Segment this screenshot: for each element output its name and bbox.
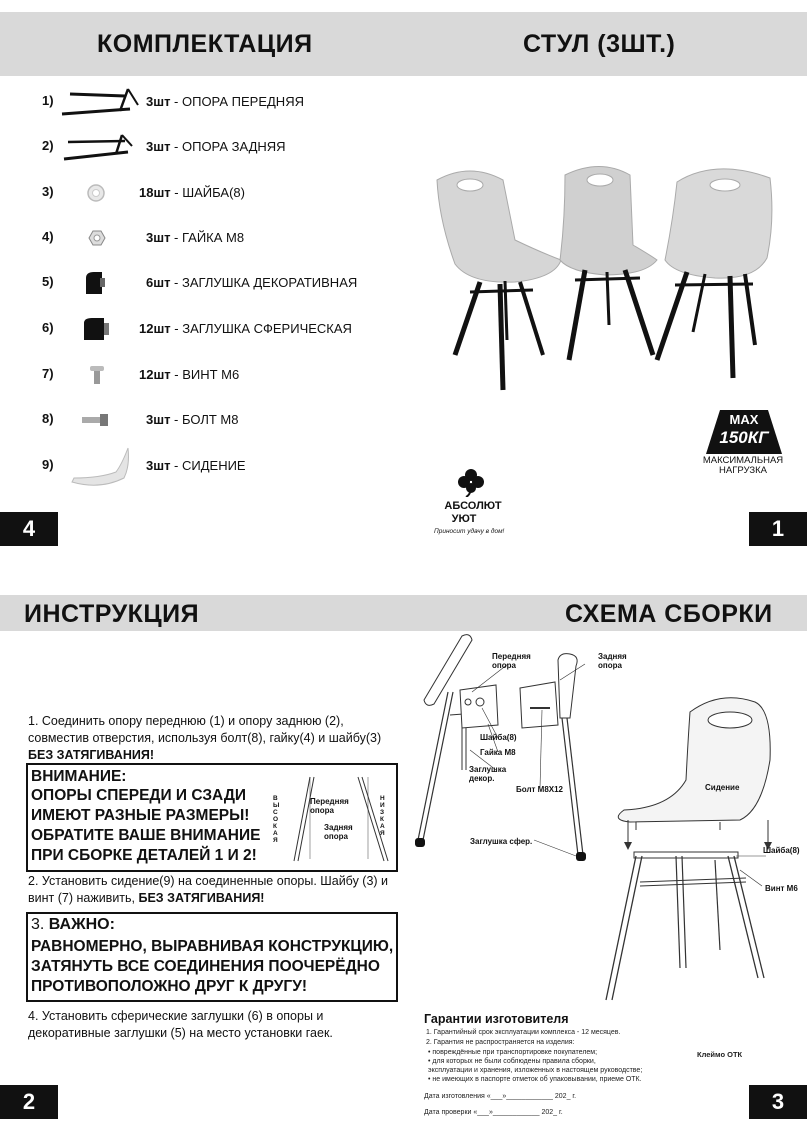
item-number: 9) bbox=[42, 457, 54, 472]
assembly-diagram bbox=[410, 630, 807, 1010]
diagram-label-sphere-cap: Заглушка сфер. bbox=[470, 837, 533, 846]
diagram-label-front-leg: опора bbox=[492, 661, 516, 670]
item-number: 5) bbox=[42, 274, 54, 289]
manufacture-date: Дата изготовления «___»____________ 202_ г. bbox=[424, 1093, 577, 1100]
logo-name: АБСОЛЮТ bbox=[444, 500, 502, 512]
important-line: РАВНОМЕРНО, ВЫРАВНИВАЯ КОНСТРУКЦИЮ, bbox=[31, 938, 394, 955]
assembly-title: СХЕМА СБОРКИ bbox=[565, 600, 773, 628]
item-text: 3шт - ГАЙКА М8 bbox=[146, 230, 245, 245]
warranty-title: Гарантии изготовителя bbox=[424, 1012, 569, 1026]
chair-image bbox=[657, 169, 772, 378]
item-number: 7) bbox=[42, 366, 54, 381]
diagram-label-washer: Шайба(8) bbox=[480, 733, 517, 742]
important-line: ПРОТИВОПОЛОЖНО ДРУГ К ДРУГУ! bbox=[31, 978, 307, 995]
step-1-text: 1. Соединить опору переднюю (1) и опору заднюю (2), совместив отверстия, используя болт(8), гайку(4) и шайбу(3) БЕЗ ЗАТЯГИВАНИЯ! bbox=[28, 714, 382, 762]
product-title: СТУЛ (3ШТ.) bbox=[523, 30, 676, 58]
check-date: Дата проверки «___»____________ 202_ г. bbox=[424, 1109, 563, 1116]
screw-icon bbox=[60, 360, 140, 390]
diagram-label-screw: Винт М6 bbox=[765, 884, 798, 893]
list-item bbox=[0, 223, 400, 253]
list-item bbox=[0, 446, 400, 490]
max-value: 150КГ bbox=[719, 428, 769, 447]
warranty-line: • не имеющих в паспорте отметок об упаковывании, приеме ОТК. bbox=[428, 1076, 642, 1083]
diagram-label-nut: Гайка М8 bbox=[480, 748, 516, 757]
nut-icon bbox=[60, 223, 140, 253]
warning-line: ПРИ СБОРКЕ ДЕТАЛЕЙ 1 И 2! bbox=[31, 847, 257, 864]
item-number: 6) bbox=[42, 320, 54, 335]
item-number: 4) bbox=[42, 229, 54, 244]
warranty-line: 1. Гарантийный срок эксплуатации комплекса - 12 месяцев. bbox=[426, 1029, 621, 1036]
front-leg-label: Передняя bbox=[310, 797, 349, 806]
warning-line: ИМЕЮТ РАЗНЫЕ РАЗМЕРЫ! bbox=[31, 807, 250, 824]
warranty-line: • повреждённые при транспортировке покупателем; bbox=[428, 1049, 598, 1056]
warranty-line: эксплуатации и хранения, изложенных в настоящем руководстве; bbox=[428, 1067, 643, 1074]
front-leg-icon bbox=[60, 87, 140, 117]
back-leg-label: опора bbox=[324, 832, 348, 841]
warning-line: ОПОРЫ СПЕРЕДИ И СЗАДИ bbox=[31, 787, 247, 804]
list-item bbox=[0, 314, 400, 344]
max-label: MAX bbox=[729, 412, 759, 427]
item-text: 6шт - ЗАГЛУШКА ДЕКОРАТИВНАЯ bbox=[146, 275, 358, 290]
max-caption: НАГРУЗКА bbox=[719, 465, 767, 476]
diagram-label-washer-8: Шайба(8) bbox=[763, 846, 800, 855]
list-item bbox=[0, 405, 400, 435]
important-box bbox=[26, 912, 398, 1002]
item-text: 3шт - ОПОРА ЗАДНЯЯ bbox=[146, 139, 286, 154]
item-text: 12шт - ЗАГЛУШКА СФЕРИЧЕСКАЯ bbox=[139, 321, 352, 336]
important-line: ЗАТЯНУТЬ ВСЕ СОЕДИНЕНИЯ ПООЧЕРЁДНО bbox=[31, 958, 380, 975]
step-4-text: 4. Установить сферические заглушки (6) в опоры и декоративные заглушки (5) на место установки гаек. bbox=[28, 1009, 333, 1040]
item-text: 18шт - ШАЙБА(8) bbox=[139, 185, 245, 200]
washer-icon bbox=[60, 178, 140, 208]
short-label: НИЗКАЯ bbox=[380, 795, 385, 837]
qc-stamp-label: Клеймо ОТК bbox=[697, 1050, 743, 1059]
list-item bbox=[0, 87, 400, 117]
warning-title: ВНИМАНИЕ: bbox=[31, 768, 127, 785]
important-title: 3. ВАЖНО: bbox=[31, 916, 115, 933]
diagram-label-front-leg: Передняя bbox=[492, 652, 531, 661]
item-number: 3) bbox=[42, 184, 54, 199]
item-number: 8) bbox=[42, 411, 54, 426]
page-number: 3 bbox=[749, 1085, 807, 1119]
item-number: 1) bbox=[42, 93, 54, 108]
diagram-label-seat: Сидение bbox=[705, 783, 740, 792]
diagram-label-back-leg: Задняя bbox=[598, 652, 627, 661]
instruction-title: ИНСТРУКЦИЯ bbox=[24, 600, 200, 628]
seat-icon bbox=[60, 446, 140, 490]
max-caption: МАКСИМАЛЬНАЯ bbox=[702, 455, 784, 466]
back-leg-icon bbox=[60, 132, 140, 162]
item-number: 2) bbox=[42, 138, 54, 153]
diagram-label-bolt: Болт М8Х12 bbox=[516, 785, 564, 794]
chairs-illustration bbox=[425, 160, 795, 395]
item-text: 12шт - ВИНТ М6 bbox=[139, 367, 240, 382]
clover-logo-icon bbox=[456, 467, 486, 497]
back-leg-label: Задняя bbox=[324, 823, 353, 832]
tall-label: ВЫСОКАЯ bbox=[273, 795, 280, 844]
item-text: 3шт - БОЛТ М8 bbox=[146, 412, 239, 427]
item-text: 3шт - ОПОРА ПЕРЕДНЯЯ bbox=[146, 94, 304, 109]
warning-line: ОБРАТИТЕ ВАШЕ ВНИМАНИЕ bbox=[31, 827, 261, 844]
list-item bbox=[0, 132, 400, 162]
diagram-label-back-leg: опора bbox=[598, 661, 622, 670]
decorative-cap-icon bbox=[60, 268, 140, 298]
logo-slogan: Приносит удачу в дом! bbox=[434, 528, 505, 535]
warning-box bbox=[26, 763, 398, 872]
front-leg-label: опора bbox=[310, 806, 334, 815]
chair-image bbox=[437, 171, 561, 390]
warranty-line: • для которых не были соблюдены правила сборки, bbox=[428, 1058, 596, 1065]
chair-image bbox=[560, 167, 657, 361]
diagram-label-deco-cap: Заглушка bbox=[469, 765, 507, 774]
warranty-line: 2. Гарантия не распространяется на изделия: bbox=[426, 1039, 575, 1046]
legs-comparison-diagram bbox=[286, 769, 392, 867]
step-2-text: 2. Установить сидение(9) на соединенные опоры. Шайбу (3) и винт (7) наживить, БЕЗ ЗАТЯГИВАНИЯ! bbox=[28, 874, 389, 905]
contents-title: КОМПЛЕКТАЦИЯ bbox=[97, 30, 313, 58]
list-item bbox=[0, 360, 400, 390]
page-number: 4 bbox=[0, 512, 58, 546]
page-number: 1 bbox=[749, 512, 807, 546]
list-item bbox=[0, 268, 400, 298]
bolt-icon bbox=[60, 405, 140, 435]
diagram-label-deco-cap: декор. bbox=[469, 774, 495, 783]
spherical-cap-icon bbox=[60, 314, 140, 344]
page-number: 2 bbox=[0, 1085, 58, 1119]
list-item bbox=[0, 178, 400, 208]
item-text: 3шт - СИДЕНИЕ bbox=[146, 458, 246, 473]
logo-name: УЮТ bbox=[451, 513, 477, 525]
